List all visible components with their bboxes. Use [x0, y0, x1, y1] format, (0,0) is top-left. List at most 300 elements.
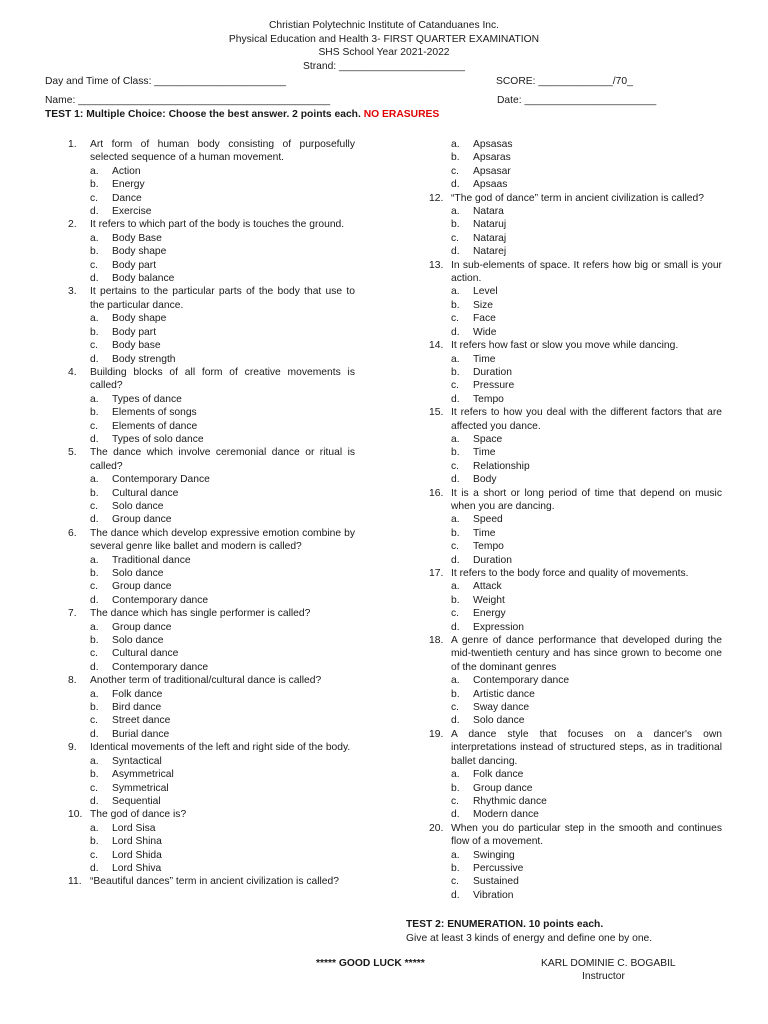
option-text: Traditional dance [112, 554, 191, 566]
answer-option [429, 446, 722, 459]
option-text: Body balance [112, 273, 175, 285]
answer-option [429, 782, 722, 795]
answer-option [429, 205, 722, 218]
answer-option [429, 594, 722, 607]
option-text: Contemporary dance [112, 661, 209, 673]
no-erasures-warning: NO ERASURES [363, 109, 440, 120]
option-text: Asymmetrical [112, 769, 174, 781]
option-text: Folk dance [112, 688, 163, 700]
score-field: SCORE: _____________/70_ [496, 76, 633, 87]
answer-option [429, 540, 722, 553]
option-text: Attack [473, 581, 502, 593]
question-text: The god of dance is? [90, 809, 187, 821]
option-text: Body shape [112, 313, 167, 325]
day-time-field: Day and Time of Class: _______________________ [45, 76, 287, 87]
answer-option [429, 513, 722, 526]
option-text: Duration [473, 366, 512, 378]
answer-option [429, 473, 722, 486]
option-letter: a. [451, 675, 460, 687]
question-text: The dance which involve ceremonial dance or ritual is called? [90, 447, 355, 472]
question-item [429, 259, 722, 339]
question-row [68, 446, 355, 473]
option-letter: a. [90, 232, 99, 244]
option-letter: a. [90, 313, 99, 325]
option-letter: a. [90, 755, 99, 767]
option-text: Size [473, 299, 494, 311]
option-letter: b. [90, 635, 99, 647]
answer-option [68, 594, 355, 607]
option-letter: b. [90, 246, 99, 258]
question-number: 4. [68, 366, 77, 378]
question-text: In sub-elements of space. It refers how big or small is your action. [451, 259, 722, 285]
exam-title: Physical Education and Health 3- FIRST QUARTER EXAMINATION [228, 33, 540, 45]
question-row [68, 607, 355, 620]
option-letter: d. [90, 661, 99, 673]
option-text: Solo dance [112, 500, 164, 512]
option-letter: a. [451, 849, 460, 861]
option-text: Group dance [112, 514, 172, 526]
option-letter: d. [90, 206, 99, 218]
question-text: It pertains to the particular parts of the body that use to the particular dance. [90, 286, 355, 311]
option-text: Duration [473, 554, 512, 566]
question-number: 1. [68, 139, 77, 150]
option-letter: b. [451, 862, 460, 874]
option-letter: c. [451, 795, 460, 807]
question-text: A dance style that focuses on a dancer's own interpretations instead of structured steps, as in traditional ballet dancing. [451, 728, 722, 767]
option-text: Body strength [112, 353, 176, 365]
option-text: Body [473, 474, 497, 486]
question-item [68, 808, 355, 875]
question-text: It refers to the body force and quality of movements. [451, 568, 689, 579]
option-text: Energy [112, 179, 145, 191]
option-text: Tempo [473, 541, 504, 553]
option-letter: c. [90, 849, 99, 861]
option-letter: b. [451, 447, 460, 459]
question-number: 10. [68, 809, 83, 821]
question-number: 2. [68, 219, 77, 231]
question-row [429, 259, 722, 286]
option-text: Types of solo dance [112, 433, 204, 445]
question-item [429, 487, 722, 567]
option-text: Lord Shiva [112, 862, 162, 874]
questions-right-column [429, 138, 722, 902]
option-text: Elements of songs [112, 407, 197, 419]
option-letter: d. [451, 179, 460, 191]
question-item [68, 741, 355, 808]
option-letter: a. [90, 688, 99, 700]
option-text: Time [473, 353, 496, 365]
option-letter: b. [451, 366, 460, 378]
question-row [429, 192, 722, 205]
question-number: 20. [429, 822, 444, 834]
question-number: 12. [429, 192, 444, 204]
answer-option [429, 245, 722, 258]
answer-option [68, 835, 355, 848]
answer-option [429, 433, 722, 446]
option-letter: a. [451, 139, 460, 150]
option-text: Lord Shina [112, 836, 162, 848]
option-letter: c. [451, 702, 460, 714]
answer-option [429, 393, 722, 406]
question-item [68, 607, 355, 674]
option-letter: d. [90, 594, 99, 606]
question-text: “The god of dance” term in ancient civilization is called? [451, 192, 704, 204]
answer-option [429, 326, 722, 339]
option-text: Solo dance [473, 715, 525, 727]
option-text: Action [112, 165, 141, 177]
option-text: Modern dance [473, 809, 539, 821]
question-row [429, 822, 722, 849]
right-questions [429, 192, 722, 903]
answer-option [429, 232, 722, 245]
question-number: 7. [68, 608, 77, 620]
answer-option [429, 460, 722, 473]
answer-option [68, 178, 355, 191]
option-text: Natarej [473, 246, 507, 258]
answer-option [68, 701, 355, 714]
option-letter: a. [451, 769, 460, 781]
option-text: Body part [112, 259, 157, 271]
question-text: A genre of dance performance that developed during the mid-twentieth century and has since grown to become one of the dominant genres [451, 635, 722, 673]
question-number: 16. [429, 487, 444, 499]
answer-option [68, 822, 355, 835]
option-text: Dance [112, 192, 142, 204]
option-letter: a. [451, 514, 460, 526]
question-row [429, 339, 722, 352]
school-name: Christian Polytechnic Institute of Catanduanes Inc. [268, 20, 500, 31]
option-letter: c. [90, 581, 99, 593]
question-item [429, 192, 722, 259]
answer-option [68, 272, 355, 285]
question-item [68, 674, 355, 741]
option-letter: d. [90, 728, 99, 740]
answer-option [429, 165, 722, 178]
option-text: Percussive [473, 862, 524, 874]
option-letter: a. [90, 165, 99, 177]
answer-option [68, 634, 355, 647]
option-letter: c. [451, 460, 460, 472]
question-item [429, 339, 722, 406]
option-text: Weight [473, 594, 505, 606]
question-item [68, 218, 355, 285]
option-text: Nataruj [473, 219, 507, 231]
option-text: Vibration [473, 889, 514, 901]
option-letter: c. [451, 876, 460, 888]
option-text: Speed [473, 514, 503, 526]
answer-option [429, 178, 722, 191]
option-text: Apsaras [473, 152, 511, 164]
test2-title: TEST 2: ENUMERATION. 10 points each. [406, 919, 604, 930]
option-letter: c. [451, 165, 460, 177]
option-text: Pressure [473, 380, 515, 392]
option-text: Folk dance [473, 769, 524, 781]
option-text: Relationship [473, 460, 530, 472]
option-letter: c. [90, 420, 99, 432]
q11-options [429, 138, 722, 192]
answer-option [68, 795, 355, 808]
option-letter: c. [90, 192, 99, 204]
answer-option [429, 875, 722, 888]
option-text: Solo dance [112, 568, 164, 579]
question-text: The dance which develop expressive emotion combine by several genre like ballet and modern is called? [90, 527, 355, 553]
option-letter: d. [451, 554, 460, 566]
question-number: 14. [429, 340, 444, 352]
answer-option [429, 379, 722, 392]
option-text: Bird dance [112, 702, 162, 714]
instructor-name: KARL DOMINIE C. BOGABIL [541, 958, 676, 969]
answer-option [429, 299, 722, 312]
answer-option [68, 326, 355, 339]
option-letter: a. [451, 581, 460, 593]
option-text: Swinging [473, 849, 515, 861]
answer-option [429, 621, 722, 634]
option-letter: b. [90, 568, 99, 579]
option-letter: a. [90, 554, 99, 566]
answer-option [429, 285, 722, 298]
answer-option [68, 339, 355, 352]
good-luck: ***** GOOD LUCK ***** [316, 958, 425, 969]
option-letter: a. [451, 433, 460, 445]
answer-option [429, 889, 722, 902]
question-number: 19. [429, 728, 444, 740]
answer-option [68, 580, 355, 593]
option-text: Body shape [112, 246, 167, 258]
option-text: Face [473, 313, 496, 325]
answer-option [68, 353, 355, 366]
answer-option [68, 647, 355, 660]
option-text: Cultural dance [112, 487, 179, 499]
answer-option [429, 674, 722, 687]
option-letter: a. [451, 206, 460, 218]
answer-option [429, 151, 722, 164]
question-text: It is a short or long period of time that depend on music when you are dancing. [451, 487, 722, 512]
question-row [68, 674, 355, 687]
option-text: Cultural dance [112, 648, 179, 660]
question-row [68, 285, 355, 312]
option-letter: b. [451, 299, 460, 311]
question-row [429, 634, 722, 674]
option-letter: d. [451, 621, 460, 633]
option-text: Apsasar [473, 165, 511, 177]
answer-option [68, 782, 355, 795]
option-letter: d. [451, 715, 460, 727]
answer-option [68, 473, 355, 486]
option-letter: d. [451, 889, 460, 901]
question-item [429, 728, 722, 822]
answer-option [68, 755, 355, 768]
question-row [68, 741, 355, 754]
option-letter: b. [90, 836, 99, 848]
option-text: Contemporary Dance [112, 474, 210, 486]
questions-left-column [68, 138, 355, 889]
option-letter: d. [451, 326, 460, 338]
option-text: Expression [473, 621, 524, 633]
answer-option [68, 259, 355, 272]
question-number: 13. [429, 259, 444, 271]
option-text: Apsasas [473, 139, 513, 150]
answer-option [429, 527, 722, 540]
option-letter: b. [90, 702, 99, 714]
question-item [68, 138, 355, 218]
option-text: Space [473, 433, 503, 445]
option-text: Body base [112, 340, 161, 352]
question-number: 6. [68, 527, 77, 539]
option-letter: c. [451, 232, 460, 244]
question-row [429, 728, 722, 768]
answer-option [429, 607, 722, 620]
option-text: Symmetrical [112, 782, 169, 794]
question-row [68, 366, 355, 393]
question-item [429, 822, 722, 902]
option-text: Solo dance [112, 635, 164, 647]
question-number: 11. [68, 876, 82, 888]
option-letter: a. [90, 474, 99, 486]
option-text: Level [473, 286, 498, 298]
option-letter: c. [90, 500, 99, 512]
answer-option [68, 768, 355, 781]
answer-option [68, 688, 355, 701]
question-text: Building blocks of all form of creative movements is called? [90, 366, 355, 392]
question-row [68, 527, 355, 554]
option-text: Sequential [112, 795, 161, 807]
option-text: Syntactical [112, 755, 162, 767]
option-letter: a. [451, 353, 460, 365]
answer-option [429, 366, 722, 379]
option-text: Group dance [112, 621, 172, 633]
question-text: Identical movements of the left and right side of the body. [90, 742, 351, 754]
question-row [68, 808, 355, 821]
answer-option [68, 500, 355, 513]
option-letter: a. [90, 393, 99, 405]
option-letter: c. [90, 340, 99, 352]
answer-option [429, 688, 722, 701]
option-letter: b. [90, 326, 99, 338]
option-text: Group dance [473, 782, 533, 794]
question-item [68, 285, 355, 365]
answer-option [68, 849, 355, 862]
question-text: Art form of human body consisting of purposefully selected sequence of a human movement. [90, 139, 355, 164]
date-field: Date: _______________________ [497, 95, 657, 106]
answer-option [68, 232, 355, 245]
option-letter: d. [90, 433, 99, 445]
question-text: Another term of traditional/cultural dance is called? [90, 675, 322, 687]
question-item [68, 366, 355, 446]
question-item [429, 567, 722, 634]
question-text: The dance which has single performer is called? [90, 608, 311, 620]
option-letter: d. [451, 246, 460, 258]
option-text: Body Base [112, 232, 162, 244]
question-text: It refers to how you deal with the different factors that are affected you dance. [451, 407, 722, 432]
test1-title: TEST 1: Multiple Choice: Choose the best answer. 2 points each. [45, 109, 361, 120]
option-text: Time [473, 447, 496, 459]
answer-option [429, 312, 722, 325]
question-number: 5. [68, 447, 77, 459]
question-number: 8. [68, 675, 77, 687]
option-letter: b. [90, 407, 99, 419]
question-item [68, 527, 355, 607]
answer-option [68, 621, 355, 634]
question-text: It refers how fast or slow you move while dancing. [451, 340, 679, 352]
answer-option [68, 192, 355, 205]
option-text: Tempo [473, 393, 504, 405]
answer-option [68, 312, 355, 325]
option-letter: b. [451, 782, 460, 794]
option-text: Rhythmic dance [473, 795, 547, 807]
school-year: SHS School Year 2021-2022 [318, 47, 450, 58]
option-letter: c. [90, 782, 99, 794]
question-number: 15. [429, 407, 444, 419]
answer-option [68, 487, 355, 500]
test1-heading [45, 109, 439, 120]
answer-option [68, 862, 355, 875]
option-text: Natara [473, 206, 504, 218]
option-text: Lord Sisa [112, 822, 156, 834]
answer-option [429, 808, 722, 821]
answer-option [429, 554, 722, 567]
question-number: 18. [429, 635, 444, 647]
option-text: Burial dance [112, 728, 170, 740]
option-letter: c. [90, 715, 99, 727]
question-item [429, 634, 722, 728]
option-text: Contemporary dance [473, 675, 570, 687]
question-number: 9. [68, 742, 77, 754]
option-text: Group dance [112, 581, 172, 593]
question-row [68, 138, 355, 165]
option-text: Elements of dance [112, 420, 198, 432]
answer-option [429, 353, 722, 366]
question-row [429, 567, 722, 580]
answer-option [68, 567, 355, 580]
question-number: 17. [429, 568, 444, 579]
answer-option [429, 714, 722, 727]
option-letter: d. [90, 862, 99, 874]
answer-option [68, 433, 355, 446]
question-text: “Beautiful dances” term in ancient civilization is called? [90, 876, 339, 888]
option-letter: d. [90, 353, 99, 365]
option-text: Contemporary dance [112, 594, 209, 606]
answer-option [68, 728, 355, 741]
option-text: Apsaas [473, 179, 508, 191]
option-letter: a. [90, 621, 99, 633]
name-field: Name: ____________________________________________ [45, 95, 331, 106]
option-letter: c. [90, 259, 99, 271]
option-text: Body part [112, 326, 157, 338]
option-letter: a. [451, 286, 460, 298]
question-number: 3. [68, 286, 77, 298]
test2-instruction: Give at least 3 kinds of energy and define one by one. [406, 933, 653, 944]
option-text: Types of dance [112, 393, 182, 405]
answer-option [429, 701, 722, 714]
option-text: Wide [473, 326, 497, 338]
question-text: When you do particular step in the smooth and continues flow of a movement. [451, 822, 722, 848]
option-text: Lord Shida [112, 849, 162, 861]
answer-option [429, 768, 722, 781]
option-letter: b. [451, 527, 460, 539]
option-letter: d. [90, 273, 99, 285]
answer-option [429, 138, 722, 151]
option-text: Energy [473, 608, 506, 620]
option-letter: d. [90, 795, 99, 807]
answer-option [429, 218, 722, 231]
answer-option [68, 393, 355, 406]
option-letter: a. [90, 822, 99, 834]
option-letter: d. [451, 393, 460, 405]
option-letter: b. [451, 219, 460, 231]
option-text: Street dance [112, 715, 171, 727]
option-text: Artistic dance [473, 688, 535, 700]
question-row [429, 406, 722, 433]
question-item [68, 875, 355, 888]
